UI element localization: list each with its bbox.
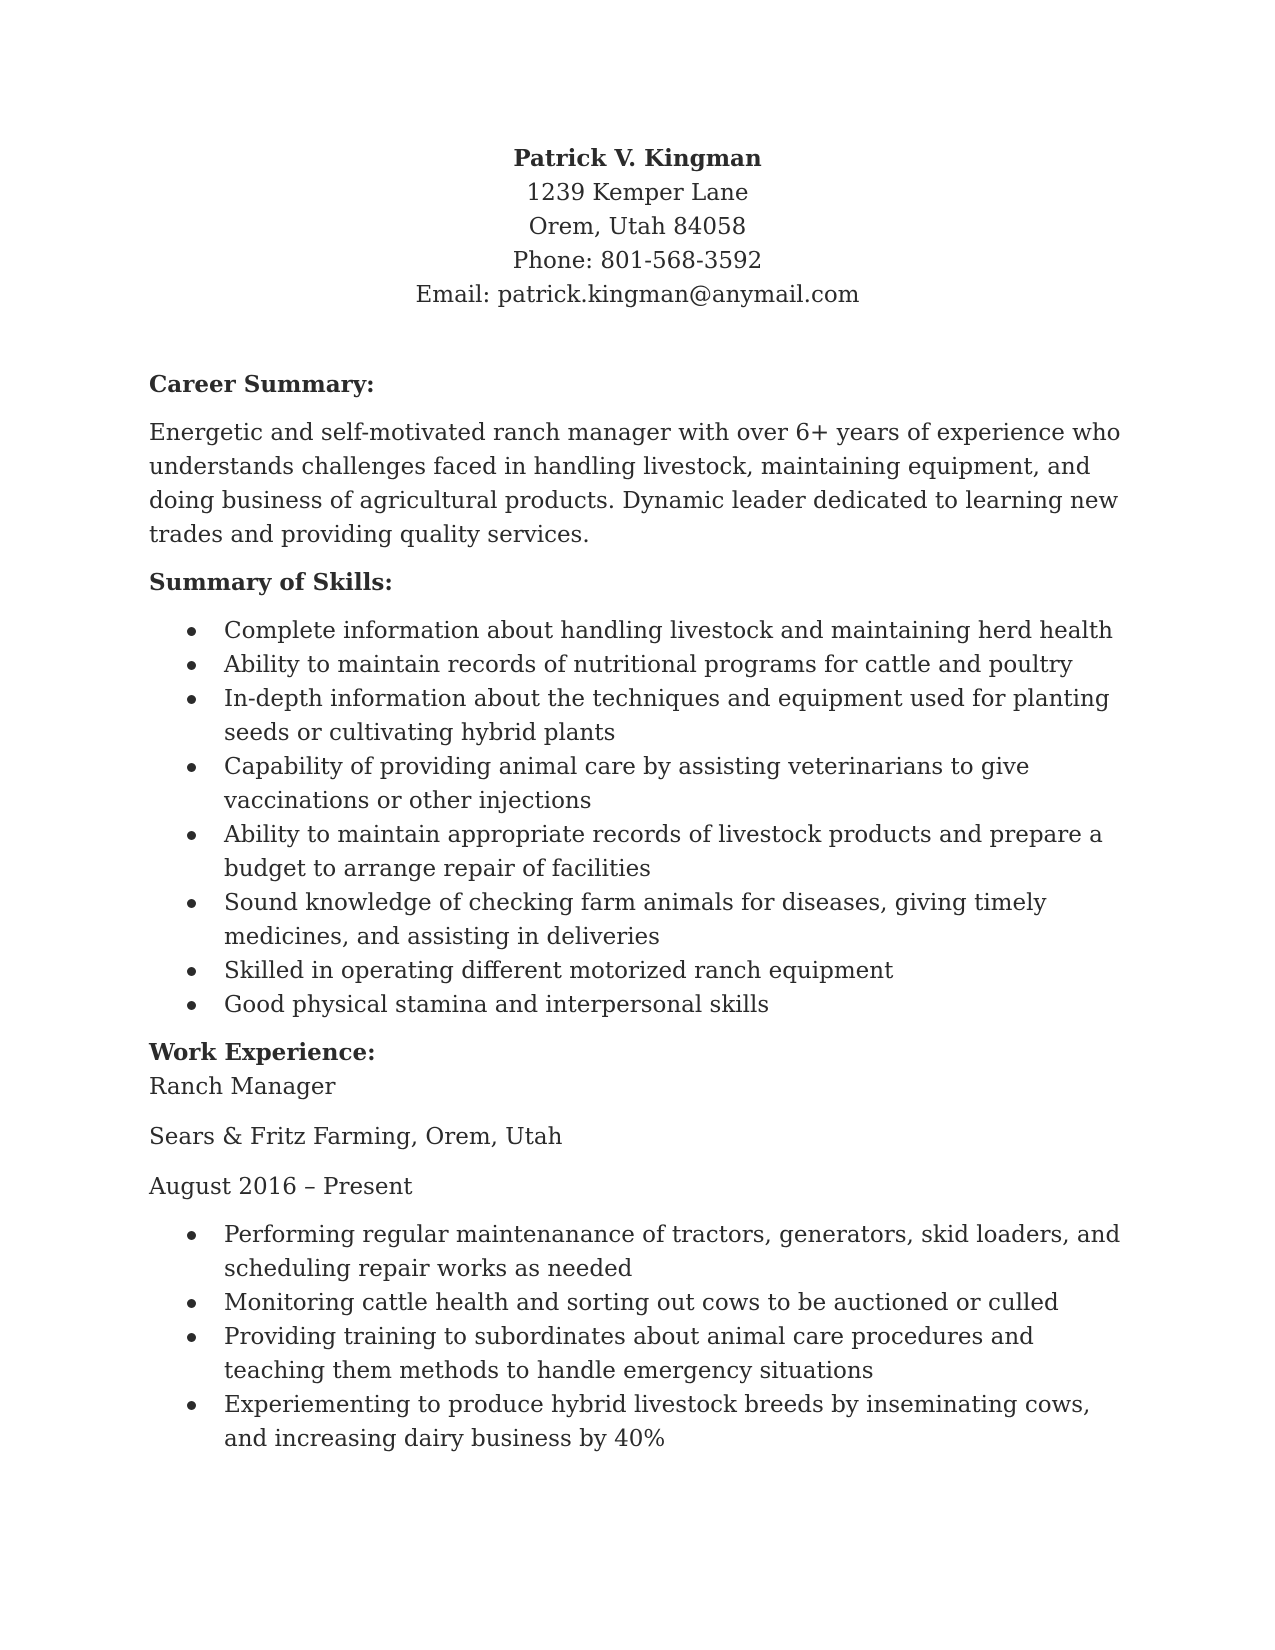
skill-text: In-depth information about the techniques and equipment used for planting seeds or cultivating hybrid plants [224, 686, 1110, 746]
duty-text: Experiementing to produce hybrid livestock breeds by inseminating cows, and increasing dairy business by 40% [224, 1392, 1091, 1452]
skills-heading: Summary of Skills: [149, 569, 393, 596]
skill-text: Complete information about handling livestock and maintaining herd health [224, 618, 1113, 644]
skill-item [149, 682, 1134, 750]
job-title: Ranch Manager [149, 1074, 336, 1100]
skill-item [149, 954, 1134, 988]
skill-item [149, 614, 1134, 648]
skills-list [149, 614, 1134, 1022]
skill-text: Sound knowledge of checking farm animals for diseases, giving timely medicines, and assisting in deliveries [224, 890, 1047, 950]
work-duties-list [149, 1218, 1134, 1456]
duty-item [149, 1286, 1134, 1320]
skill-text: Capability of providing animal care by assisting veterinarians to give vaccinations or other injections [224, 754, 1030, 814]
bullet-icon [187, 695, 196, 704]
bullet-icon [187, 1231, 196, 1240]
contact-header [0, 142, 1275, 312]
skill-item [149, 750, 1134, 818]
duty-item [149, 1320, 1134, 1388]
skill-item [149, 988, 1134, 1022]
skill-text: Skilled in operating different motorized ranch equipment [224, 958, 894, 984]
employment-dates: August 2016 – Present [149, 1174, 413, 1200]
bullet-icon [187, 1333, 196, 1342]
bullet-icon [187, 763, 196, 772]
bullet-icon [187, 831, 196, 840]
bullet-icon [187, 627, 196, 636]
bullet-icon [187, 1299, 196, 1308]
bullet-icon [187, 1401, 196, 1410]
skill-text: Good physical stamina and interpersonal skills [224, 992, 770, 1018]
phone-line: Phone: 801-568-3592 [512, 248, 763, 274]
resume-body [149, 368, 1134, 1456]
career-summary-heading: Career Summary: [149, 371, 375, 398]
duty-text: Providing training to subordinates about animal care procedures and teaching them methods to handle emergency situations [224, 1324, 1034, 1384]
email-line: Email: patrick.kingman@anymail.com [415, 282, 860, 308]
duty-item [149, 1218, 1134, 1286]
candidate-name: Patrick V. Kingman [513, 145, 762, 172]
address-line-2: Orem, Utah 84058 [528, 214, 747, 240]
career-summary-text: Energetic and self-motivated ranch manager with over 6+ years of experience who understands challenges faced in handling livestock, maintaining equipment, and doing business of agricultural products. Dynamic leader dedicated to learning new trades and providing quality services. [149, 420, 1121, 548]
bullet-icon [187, 899, 196, 908]
duty-item [149, 1388, 1134, 1456]
skill-text: Ability to maintain appropriate records of livestock products and prepare a budget to arrange repair of facilities [224, 822, 1103, 882]
skill-text: Ability to maintain records of nutritional programs for cattle and poultry [224, 652, 1073, 678]
bullet-icon [187, 661, 196, 670]
bullet-icon [187, 1001, 196, 1010]
company-name: Sears & Fritz Farming, Orem, Utah [149, 1124, 563, 1150]
skill-item [149, 648, 1134, 682]
duty-text: Performing regular maintenanance of tractors, generators, skid loaders, and scheduling repair works as needed [224, 1222, 1121, 1282]
bullet-icon [187, 967, 196, 976]
skill-item [149, 886, 1134, 954]
skill-item [149, 818, 1134, 886]
address-line-1: 1239 Kemper Lane [526, 180, 749, 206]
work-experience-heading: Work Experience: [149, 1039, 376, 1066]
duty-text: Monitoring cattle health and sorting out cows to be auctioned or culled [224, 1290, 1059, 1316]
